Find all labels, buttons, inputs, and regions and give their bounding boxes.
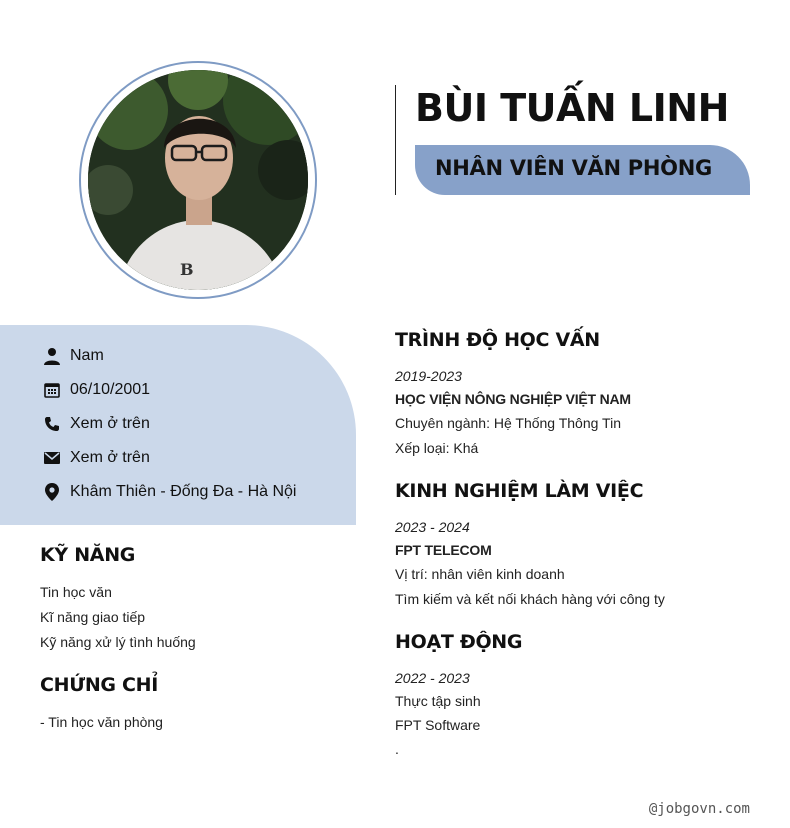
skills-title: KỸ NĂNG [40,544,136,566]
watermark: @jobgovn.com [648,801,750,817]
experience-position: Vị trí: nhân viên kinh doanh [395,566,565,582]
email-icon [42,448,62,468]
contact-email [42,447,150,469]
education-title: TRÌNH ĐỘ HỌC VẤN [395,329,600,351]
experience-description: Tìm kiếm và kết nối khách hàng với công ty [395,591,665,607]
contact-gender [42,345,104,367]
svg-text:B: B [180,260,194,279]
job-title-banner [415,145,750,195]
experience-company: FPT TELECOM [395,542,492,558]
location-pin-icon [42,482,62,502]
activities-role: Thực tập sinh [395,693,481,709]
skill-item: Kỹ năng xử lý tình huống [40,634,196,650]
activities-title: HOẠT ĐỘNG [395,631,523,653]
education-school: HỌC VIỆN NÔNG NGHIỆP VIỆT NAM [395,391,631,407]
address-text: Khâm Thiên - Đống Đa - Hà Nội [70,483,297,500]
contact-birthday [42,379,150,401]
activities-note: . [395,741,399,757]
experience-period: 2023 - 2024 [395,519,470,535]
calendar-icon [42,380,62,400]
activities-organization: FPT Software [395,717,481,733]
certificate-item: - Tin học văn phòng [40,714,163,730]
name-divider [395,85,396,195]
person-icon [42,346,62,366]
skill-item: Tin học văn [40,584,112,600]
skill-item: Kĩ năng giao tiếp [40,609,146,625]
full-name: BÙI TUẤN LINH [415,86,729,130]
education-major: Chuyên ngành: Hệ Thống Thông Tin [395,415,621,431]
contact-phone [42,413,150,435]
experience-title: KINH NGHIỆM LÀM VIỆC [395,480,644,502]
activities-period: 2022 - 2023 [395,670,470,686]
phone-text: Xem ở trên [70,415,150,432]
education-grade: Xếp loại: Khá [395,440,479,456]
phone-icon [42,414,62,434]
email-text: Xem ở trên [70,449,150,466]
certificates-title: CHỨNG CHỈ [40,674,159,696]
education-period: 2019-2023 [395,368,462,384]
birthday-text: 06/10/2001 [70,381,151,398]
contact-address [42,481,296,503]
gender-text: Nam [70,347,104,364]
job-title: NHÂN VIÊN VĂN PHÒNG [435,156,712,180]
avatar [88,70,308,290]
